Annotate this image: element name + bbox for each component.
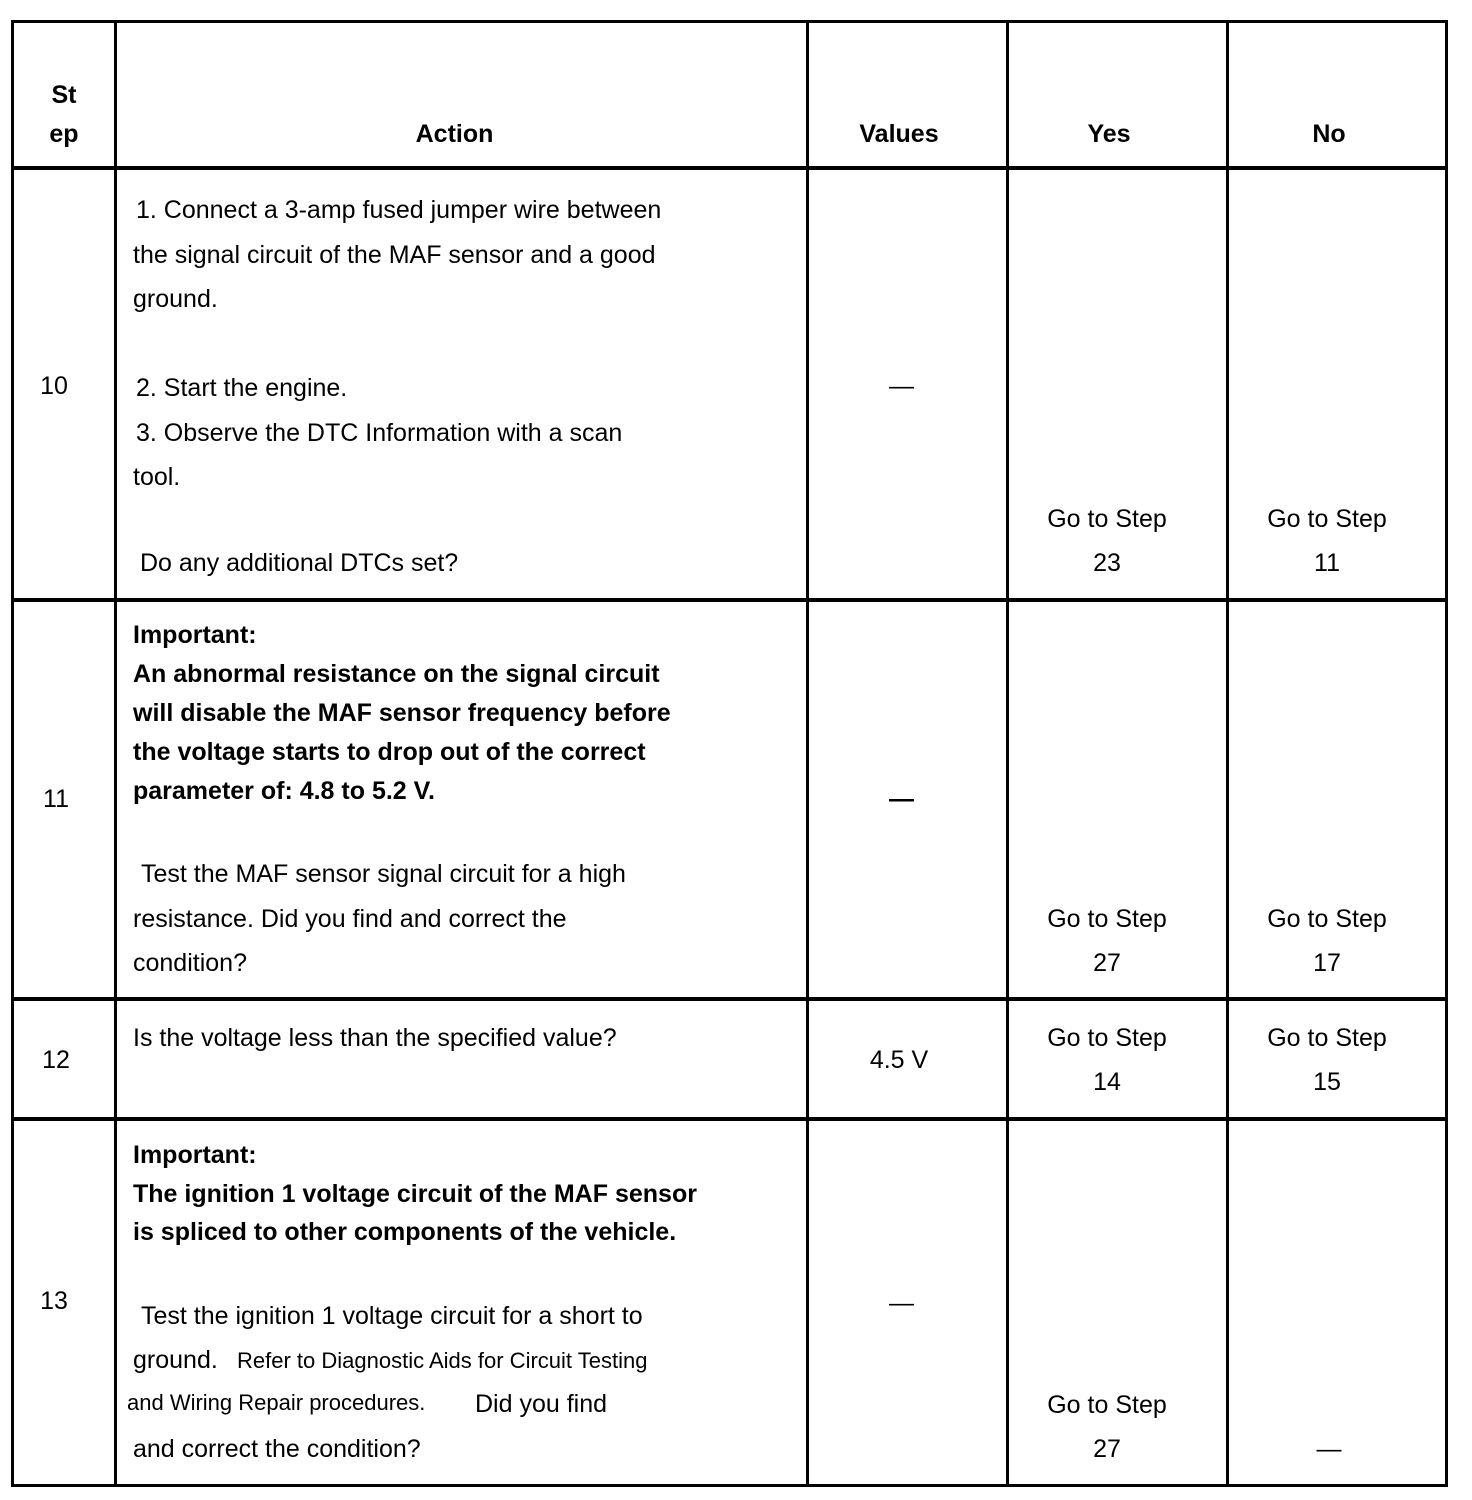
table-border-right	[1445, 20, 1448, 1487]
row-11-important-line3: the voltage starts to drop out of the correct	[133, 738, 646, 766]
table-border-top	[11, 20, 1448, 23]
column-divider-values	[1006, 20, 1009, 1487]
header-step-line1: St	[51, 81, 77, 109]
row-12-no-line2: 15	[1313, 1068, 1341, 1096]
row-12-yes-line1: Go to Step	[1047, 1024, 1167, 1052]
row-13-yes-line2: 27	[1093, 1435, 1121, 1463]
row-11-yes-line1: Go to Step	[1047, 905, 1167, 933]
row-10-action-line4: 2. Start the engine.	[136, 374, 348, 402]
row-13-refer-link-line1: Refer to Diagnostic Aids for Circuit Testing	[237, 1348, 648, 1373]
header-divider	[11, 166, 1448, 170]
column-divider-action	[806, 20, 809, 1487]
row-11-action-line1: Test the MAF sensor signal circuit for a high	[141, 860, 626, 888]
row-13-important-label: Important:	[133, 1141, 257, 1169]
row-10-action-line3: ground.	[133, 285, 218, 313]
row-11-value: —	[889, 785, 914, 813]
row-11-important-line2: will disable the MAF sensor frequency before	[133, 699, 671, 727]
table-border-left	[11, 20, 14, 1487]
row-10-value: —	[889, 372, 914, 400]
row-13-action-line3b: Did you find	[475, 1390, 608, 1418]
row-11-step: 11	[43, 785, 69, 813]
row-12-step: 12	[42, 1046, 70, 1074]
row-13-important-line1: The ignition 1 voltage circuit of the MAF sensor	[133, 1180, 697, 1208]
row-10-action-line1: 1. Connect a 3-amp fused jumper wire between	[136, 196, 662, 224]
row-10-step: 10	[40, 372, 68, 400]
row-12-value: 4.5 V	[869, 1046, 929, 1074]
row-11-important-line1: An abnormal resistance on the signal circuit	[133, 660, 660, 688]
row-11-important-line4: parameter of: 4.8 to 5.2 V.	[133, 777, 435, 805]
row-10-yes-line2: 23	[1093, 549, 1121, 577]
row-12-action-line1: Is the voltage less than the specified value?	[133, 1024, 617, 1052]
row-12-yes-line2: 14	[1093, 1068, 1121, 1096]
row-12-no-line1: Go to Step	[1267, 1024, 1387, 1052]
row-13-action-line2a: ground.	[133, 1346, 218, 1374]
row-divider-11	[11, 997, 1448, 1001]
row-13-important-line2: is spliced to other components of the vehicle.	[133, 1218, 677, 1246]
row-10-action-line6: tool.	[133, 463, 181, 491]
row-10-yes-line1: Go to Step	[1047, 505, 1167, 533]
header-yes: Yes	[1087, 120, 1131, 148]
row-13-step: 13	[40, 1287, 68, 1315]
row-13-refer-link-line2: and Wiring Repair procedures.	[127, 1390, 426, 1415]
row-13-no: —	[1316, 1435, 1342, 1463]
row-10-action-question: Do any additional DTCs set?	[140, 549, 459, 577]
row-11-important-label: Important:	[133, 621, 257, 649]
column-divider-step	[114, 20, 117, 1487]
row-13-action-line4: and correct the condition?	[133, 1435, 421, 1463]
table-border-bottom	[11, 1484, 1448, 1487]
row-10-action-line5: 3. Observe the DTC Information with a scan	[136, 419, 623, 447]
row-13-yes-line1: Go to Step	[1047, 1391, 1167, 1419]
row-11-action-line2: resistance. Did you find and correct the	[133, 905, 567, 933]
column-divider-yes	[1226, 20, 1229, 1487]
row-13-value: —	[889, 1289, 914, 1317]
row-11-action-line3: condition?	[133, 949, 247, 977]
header-no: No	[1312, 120, 1346, 148]
row-divider-12	[11, 1117, 1448, 1121]
row-10-action-line2: the signal circuit of the MAF sensor and a good	[133, 241, 656, 269]
row-11-yes-line2: 27	[1093, 949, 1121, 977]
row-divider-10	[11, 598, 1448, 602]
header-values: Values	[859, 120, 939, 148]
header-step-line2: ep	[49, 120, 79, 148]
row-11-no-line1: Go to Step	[1267, 905, 1387, 933]
header-action: Action	[415, 120, 494, 148]
row-10-no-line2: 11	[1314, 549, 1340, 577]
row-10-no-line1: Go to Step	[1267, 505, 1387, 533]
row-13-action-line1: Test the ignition 1 voltage circuit for a short to	[141, 1302, 643, 1330]
row-11-no-line2: 17	[1313, 949, 1341, 977]
